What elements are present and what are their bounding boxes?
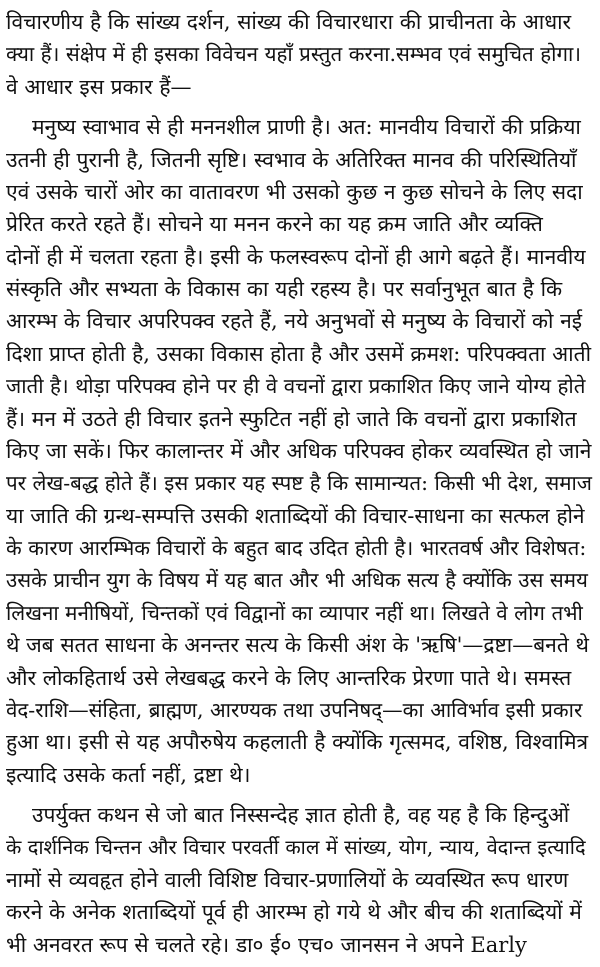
text-line: नामों से व्यवहृत होने वाली विशिष्ट विचार-प्रणालियों के व्यवस्थित रूप धारण (6, 867, 569, 892)
text-line: लिखना मनीषियों, चिन्तकों एवं विद्वानों का व्यापार नहीं था। लिखते वे लोग तभी (6, 600, 583, 625)
text-line: और लोकहितार्थ उसे लेखबद्ध करने के लिए आन्तरिक प्रेरणा पाते थे। समस्त (6, 665, 572, 690)
text-line: दिशा प्राप्त होती है, उसका विकास होता है और उसमें क्रमश: परिपक्वता आती (6, 341, 592, 366)
text-line: दोनों ही में चलता रहता है। इसी के फलस्वरूप दोनों ही आगे बढ़ते हैं। मानवीय (6, 244, 586, 269)
text-line: मनुष्य स्वाभाव से ही मननशील प्राणी है। अत: मानवीय विचारों की प्रक्रिया (32, 115, 581, 140)
text-line: उतनी ही पुरानी है, जितनी सृष्टि। स्वभाव के अतिरिक्त मानव की परिस्थितियाँ (6, 147, 577, 172)
text-line: जाती है। थोड़ा परिपक्व होने पर ही वे वचनों द्वारा प्रकाशित किए जाने योग्य होते (6, 374, 586, 399)
text-line: एवं उसके चारों ओर का वातावरण भी उसको कुछ न कुछ सोचने के लिए सदा (6, 179, 583, 204)
text-line: वे आधार इस प्रकार हैं— (6, 74, 192, 99)
text-line: इत्यादि उसके कर्ता नहीं, द्रष्टा थे। (6, 762, 251, 787)
text-line: किए जा सकें। फिर कालान्तर में और अधिक परिपक्व होकर व्यवस्थित हो जाने (6, 438, 592, 463)
text-line: के कारण आरम्भिक विचारों के बहुत बाद उदित होती है। भारतवर्ष और विशेषत: (6, 536, 587, 561)
text-line: हैं। मन में उठते ही विचार इतने स्फुटित नहीं हो जाते कि वचनों द्वारा प्रकाशित (6, 406, 577, 431)
text-line: करने के अनेक शताब्दियों पूर्व ही आरम्भ हो गये थे और बीच की शताब्दियों में (6, 900, 582, 925)
text-line: हुआ था। इसी से यह अपौरुषेय कहलाती है क्योंकि गृत्समद, वशिष्ठ, विश्वामित्र (6, 730, 589, 755)
text-line: क्या हैं। संक्षेप में ही इसका विवेचन यहाँ प्रस्तुत करना.सम्भव एवं समुचित होगा। (6, 42, 582, 67)
text-line: उसके प्राचीन युग के विषय में यह बात और भी अधिक सत्य है क्योंकि उस समय (6, 568, 588, 593)
text-line: भी अनवरत रूप से चलते रहे। डा० ई० एच० जानसन ने अपने Early (6, 932, 527, 957)
text-line: या जाति की ग्रन्थ-सम्पत्ति उसकी शताब्दियों की विचार-साधना का सत्फल होने (6, 503, 585, 528)
text-line: वेद-राशि—संहिता, ब्राह्मण, आरण्यक तथा उपनिषद्—का आविर्भाव इसी प्रकार (6, 697, 583, 722)
text-line: के दार्शनिक चिन्तन और विचार परवर्ती काल में सांख्य, योग, न्याय, वेदान्त इत्यादि (6, 835, 586, 860)
text-line: थे जब सतत साधना के अनन्तर सत्य के किसी अंश के 'ऋषि'—द्रष्टा—बनते थे (6, 633, 589, 658)
text-line: पर लेख-बद्ध होते हैं। इस प्रकार यह स्पष्ट है कि सामान्यत: किसी भी देश, समाज (6, 471, 592, 496)
text-line: संस्कृति और सभ्यता के विकास का यही रहस्य है। पर सर्वानुभूत बात है कि (6, 277, 563, 302)
text-page (6, 6, 594, 961)
text-line: प्रेरित करते रहते हैं। सोचने या मनन करने का यह क्रम जाति और व्यक्ति (6, 212, 543, 237)
text-line: आरम्भ के विचार अपरिपक्व रहते हैं, नये अनुभवों से मनुष्य के विचारों को नई (6, 309, 583, 334)
text-line: उपर्युक्त कथन से जो बात निस्सन्देह ज्ञात होती है, वह यह है कि हिन्दुओं (32, 803, 570, 828)
text-line: विचारणीय है कि सांख्य दर्शन, सांख्य की विचारधारा की प्राचीनता के आधार (6, 10, 572, 34)
